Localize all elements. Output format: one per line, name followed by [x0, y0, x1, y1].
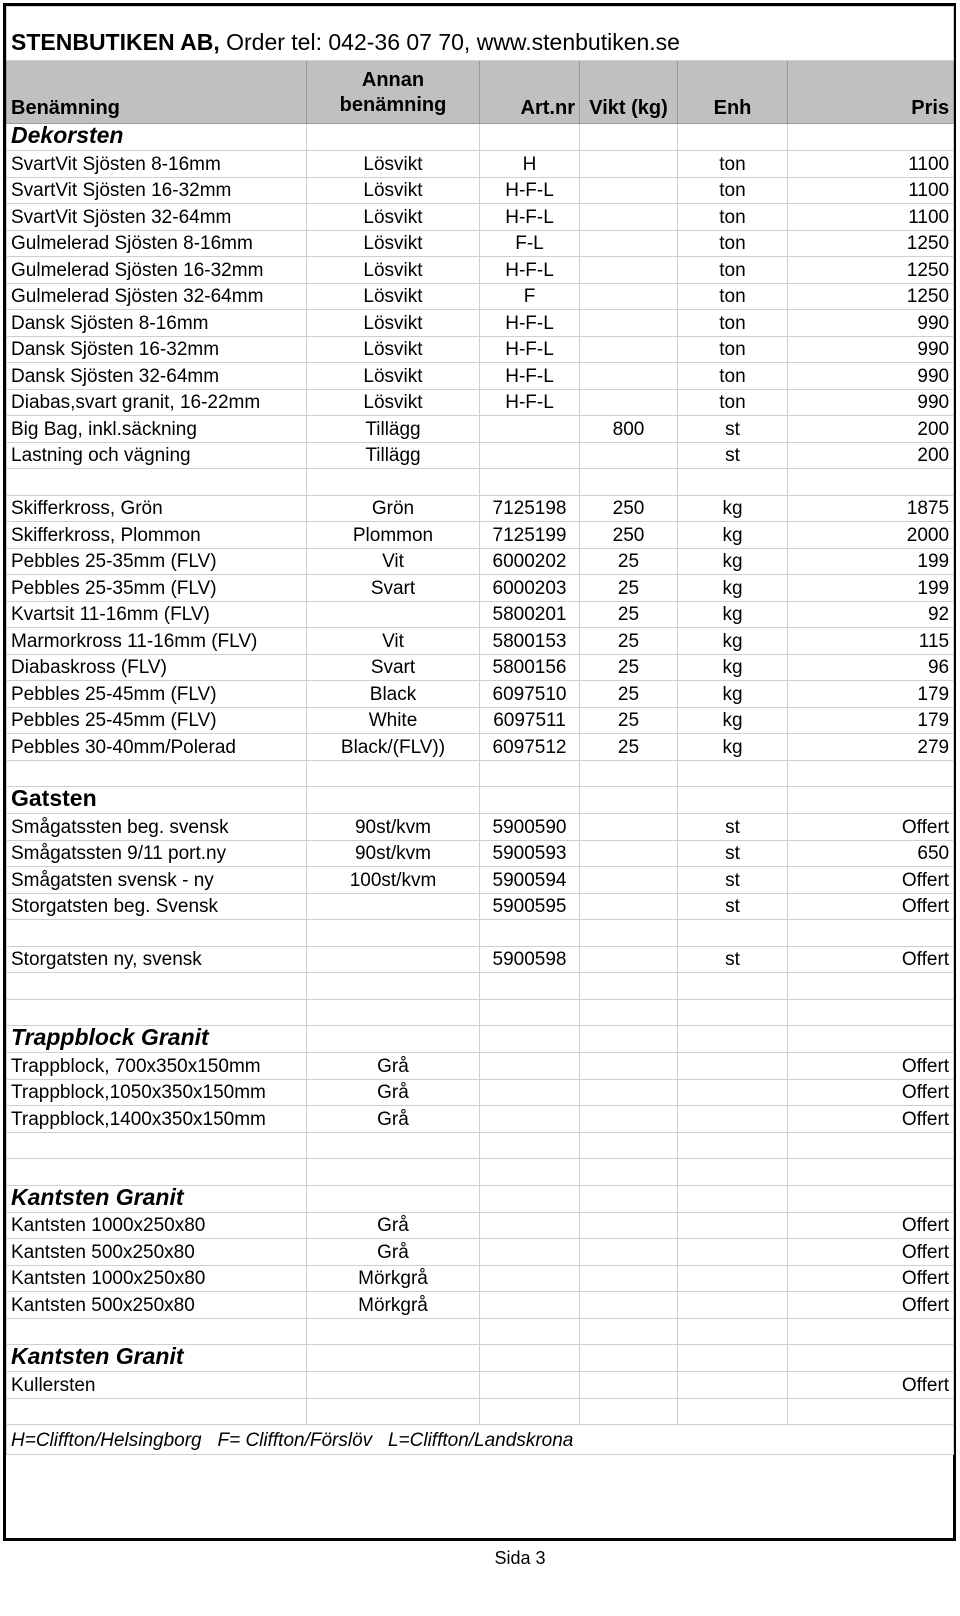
- spacer-row: [7, 1398, 954, 1425]
- product-artnr: [480, 442, 580, 469]
- product-artnr: H-F-L: [480, 336, 580, 363]
- product-enh: ton: [678, 204, 788, 231]
- table-row: [7, 734, 954, 761]
- product-enh: st: [678, 814, 788, 841]
- section-title-gatsten: Gatsten: [7, 787, 307, 814]
- product-name: Lastning och vägning: [7, 442, 307, 469]
- header-annan-benamning: Annan benämning: [307, 61, 480, 124]
- product-alt: Tillägg: [307, 442, 480, 469]
- product-artnr: 6097511: [480, 707, 580, 734]
- product-name: Kantsten 500x250x80: [7, 1239, 307, 1266]
- table-row: [7, 363, 954, 390]
- product-name: Pebbles 25-45mm (FLV): [7, 707, 307, 734]
- spacer-row: [7, 469, 954, 496]
- product-enh: kg: [678, 601, 788, 628]
- product-vikt: [580, 893, 678, 920]
- product-name: Pebbles 30-40mm/Polerad: [7, 734, 307, 761]
- product-artnr: H-F-L: [480, 177, 580, 204]
- product-enh: st: [678, 946, 788, 973]
- product-enh: ton: [678, 310, 788, 337]
- product-enh: ton: [678, 230, 788, 257]
- product-vikt: 25: [580, 681, 678, 708]
- product-enh: ton: [678, 283, 788, 310]
- product-artnr: 5900595: [480, 893, 580, 920]
- product-pris: Offert: [788, 867, 954, 894]
- product-enh: st: [678, 442, 788, 469]
- product-name: Gulmelerad Sjösten 32-64mm: [7, 283, 307, 310]
- product-pris: 199: [788, 548, 954, 575]
- product-pris: Offert: [788, 1212, 954, 1239]
- product-artnr: H-F-L: [480, 204, 580, 231]
- product-artnr: 5900598: [480, 946, 580, 973]
- location-footnote: H=Cliffton/Helsingborg F= Cliffton/Förslöv L=Cliffton/Landskrona: [7, 1425, 954, 1455]
- product-pris: Offert: [788, 1106, 954, 1133]
- product-alt: Mörkgrå: [307, 1292, 480, 1319]
- product-vikt: [580, 840, 678, 867]
- product-name: Pebbles 25-35mm (FLV): [7, 548, 307, 575]
- product-alt: Plommon: [307, 522, 480, 549]
- table-row: [7, 336, 954, 363]
- product-artnr: H-F-L: [480, 310, 580, 337]
- product-name: Kvartsit 11-16mm (FLV): [7, 601, 307, 628]
- product-alt: Grå: [307, 1212, 480, 1239]
- header-vikt: Vikt (kg): [580, 61, 678, 124]
- product-vikt: [580, 336, 678, 363]
- product-vikt: 800: [580, 416, 678, 443]
- product-name: SvartVit Sjösten 16-32mm: [7, 177, 307, 204]
- product-pris: 179: [788, 707, 954, 734]
- product-vikt: [580, 177, 678, 204]
- product-pris: 1875: [788, 495, 954, 522]
- product-enh: st: [678, 893, 788, 920]
- product-alt: Lösvikt: [307, 257, 480, 284]
- product-pris: 115: [788, 628, 954, 655]
- product-name: SvartVit Sjösten 32-64mm: [7, 204, 307, 231]
- product-vikt: 25: [580, 707, 678, 734]
- product-vikt: 25: [580, 654, 678, 681]
- product-alt: Svart: [307, 654, 480, 681]
- table-row: [7, 495, 954, 522]
- product-pris: 990: [788, 389, 954, 416]
- product-vikt: [580, 814, 678, 841]
- table-row: [7, 1106, 954, 1133]
- product-pris: 1250: [788, 230, 954, 257]
- table-row: [7, 893, 954, 920]
- product-name: Smågatssten 9/11 port.ny: [7, 840, 307, 867]
- product-vikt: 25: [580, 601, 678, 628]
- product-alt: Grön: [307, 495, 480, 522]
- product-name: Smågatssten beg. svensk: [7, 814, 307, 841]
- table-row: [7, 1212, 954, 1239]
- spacer-row: [7, 760, 954, 787]
- product-enh: ton: [678, 151, 788, 178]
- product-pris: 1250: [788, 257, 954, 284]
- product-enh: ton: [678, 363, 788, 390]
- product-pris: 990: [788, 336, 954, 363]
- product-enh: kg: [678, 707, 788, 734]
- product-alt: Grå: [307, 1106, 480, 1133]
- product-pris: Offert: [788, 1239, 954, 1266]
- product-alt: Lösvikt: [307, 177, 480, 204]
- product-name: Skifferkross, Plommon: [7, 522, 307, 549]
- product-name: Trappblock, 700x350x150mm: [7, 1053, 307, 1080]
- table-row: [7, 628, 954, 655]
- table-row: [7, 151, 954, 178]
- product-name: Diabaskross (FLV): [7, 654, 307, 681]
- product-artnr: 5900593: [480, 840, 580, 867]
- product-alt: Vit: [307, 628, 480, 655]
- spacer-row: [7, 1318, 954, 1345]
- product-alt: Black: [307, 681, 480, 708]
- product-vikt: [580, 257, 678, 284]
- table-row: [7, 1239, 954, 1266]
- product-name: Kantsten 1000x250x80: [7, 1212, 307, 1239]
- product-name: Storgatsten beg. Svensk: [7, 893, 307, 920]
- table-row: [7, 1265, 954, 1292]
- table-row: [7, 389, 954, 416]
- table-row: [7, 1079, 954, 1106]
- product-artnr: 6097512: [480, 734, 580, 761]
- product-artnr: H-F-L: [480, 363, 580, 390]
- product-enh: st: [678, 416, 788, 443]
- trappblock-section: [7, 1053, 954, 1133]
- product-alt: Lösvikt: [307, 310, 480, 337]
- table-row: [7, 548, 954, 575]
- kullersten-section: [7, 1372, 954, 1399]
- product-artnr: 6000202: [480, 548, 580, 575]
- table-row: [7, 840, 954, 867]
- product-enh: kg: [678, 548, 788, 575]
- product-alt: Vit: [307, 548, 480, 575]
- product-alt: Black/(FLV)): [307, 734, 480, 761]
- table-row: [7, 283, 954, 310]
- product-alt: Lösvikt: [307, 151, 480, 178]
- product-enh: kg: [678, 681, 788, 708]
- product-alt: [307, 893, 480, 920]
- spacer-row: [7, 973, 954, 1000]
- product-artnr: F-L: [480, 230, 580, 257]
- title-row: [7, 7, 954, 61]
- product-alt: Grå: [307, 1079, 480, 1106]
- section-row: [7, 124, 954, 151]
- product-alt: Lösvikt: [307, 363, 480, 390]
- section-row: [7, 1026, 954, 1053]
- table-row: [7, 601, 954, 628]
- product-artnr: 5800156: [480, 654, 580, 681]
- header-pris: Pris: [788, 61, 954, 124]
- product-alt: Lösvikt: [307, 389, 480, 416]
- sheet-title: STENBUTIKEN AB, Order tel: 042-36 07 70, www.stenbutiken.se: [7, 7, 954, 61]
- product-vikt: 25: [580, 734, 678, 761]
- product-name: Storgatsten ny, svensk: [7, 946, 307, 973]
- product-enh: st: [678, 840, 788, 867]
- product-alt: Svart: [307, 575, 480, 602]
- product-pris: Offert: [788, 946, 954, 973]
- product-enh: st: [678, 867, 788, 894]
- table-row: [7, 654, 954, 681]
- product-enh: kg: [678, 575, 788, 602]
- gatsten-section: [7, 814, 954, 920]
- product-alt: Grå: [307, 1053, 480, 1080]
- product-vikt: 250: [580, 495, 678, 522]
- section-row: [7, 1185, 954, 1212]
- table-row: [7, 1053, 954, 1080]
- bagged-products-section: [7, 495, 954, 760]
- header-enh: Enh: [678, 61, 788, 124]
- spacer-row: [7, 999, 954, 1026]
- product-pris: 96: [788, 654, 954, 681]
- product-vikt: [580, 230, 678, 257]
- page-number: Sida 3: [494, 1548, 546, 1568]
- product-enh: kg: [678, 495, 788, 522]
- product-pris: 1100: [788, 204, 954, 231]
- product-alt: Lösvikt: [307, 230, 480, 257]
- product-name: Trappblock,1400x350x150mm: [7, 1106, 307, 1133]
- product-name: Kullersten: [7, 1372, 307, 1399]
- product-name: Trappblock,1050x350x150mm: [7, 1079, 307, 1106]
- section-row: [7, 1345, 954, 1372]
- spacer-row: [7, 920, 954, 947]
- product-name: SvartVit Sjösten 8-16mm: [7, 151, 307, 178]
- product-enh: kg: [678, 522, 788, 549]
- product-vikt: 250: [580, 522, 678, 549]
- product-vikt: [580, 151, 678, 178]
- product-pris: 990: [788, 310, 954, 337]
- product-vikt: [580, 389, 678, 416]
- product-name: Marmorkross 11-16mm (FLV): [7, 628, 307, 655]
- table-row: [7, 946, 954, 973]
- product-alt: 90st/kvm: [307, 814, 480, 841]
- table-row: [7, 257, 954, 284]
- product-vikt: [580, 283, 678, 310]
- product-pris: 179: [788, 681, 954, 708]
- product-artnr: 5800201: [480, 601, 580, 628]
- product-vikt: 25: [580, 575, 678, 602]
- dekorsten-section: [7, 151, 954, 469]
- section-row: [7, 787, 954, 814]
- product-alt: Tillägg: [307, 416, 480, 443]
- table-row: [7, 230, 954, 257]
- product-pris: Offert: [788, 1053, 954, 1080]
- table-row: [7, 442, 954, 469]
- product-name: Gulmelerad Sjösten 16-32mm: [7, 257, 307, 284]
- product-vikt: [580, 867, 678, 894]
- table-row: [7, 416, 954, 443]
- product-enh: ton: [678, 177, 788, 204]
- product-alt: Lösvikt: [307, 336, 480, 363]
- table-row: [7, 707, 954, 734]
- product-enh: kg: [678, 734, 788, 761]
- table-row: [7, 1372, 954, 1399]
- product-artnr: H-F-L: [480, 389, 580, 416]
- product-vikt: 25: [580, 628, 678, 655]
- product-name: Skifferkross, Grön: [7, 495, 307, 522]
- product-name: Dansk Sjösten 8-16mm: [7, 310, 307, 337]
- table-row: [7, 204, 954, 231]
- product-artnr: 6097510: [480, 681, 580, 708]
- product-artnr: 6000203: [480, 575, 580, 602]
- table-row: [7, 522, 954, 549]
- product-pris: Offert: [788, 1372, 954, 1399]
- product-artnr: 7125199: [480, 522, 580, 549]
- product-enh: kg: [678, 628, 788, 655]
- product-name: Kantsten 500x250x80: [7, 1292, 307, 1319]
- product-artnr: 5800153: [480, 628, 580, 655]
- product-name: Gulmelerad Sjösten 8-16mm: [7, 230, 307, 257]
- spacer-row: [7, 1159, 954, 1186]
- product-pris: 200: [788, 442, 954, 469]
- product-pris: 279: [788, 734, 954, 761]
- product-vikt: [580, 363, 678, 390]
- product-enh: ton: [678, 336, 788, 363]
- product-artnr: H-F-L: [480, 257, 580, 284]
- product-pris: 1100: [788, 177, 954, 204]
- table-row: [7, 681, 954, 708]
- product-alt: [307, 946, 480, 973]
- section-title-kantsten: Kantsten Granit: [7, 1185, 307, 1212]
- product-alt: 100st/kvm: [307, 867, 480, 894]
- product-pris: 1100: [788, 151, 954, 178]
- product-pris: 92: [788, 601, 954, 628]
- product-name: Dansk Sjösten 32-64mm: [7, 363, 307, 390]
- product-name: Pebbles 25-35mm (FLV): [7, 575, 307, 602]
- header-artnr: Art.nr: [480, 61, 580, 124]
- product-alt: Mörkgrå: [307, 1265, 480, 1292]
- product-name: Big Bag, inkl.säckning: [7, 416, 307, 443]
- product-vikt: [580, 946, 678, 973]
- product-name: Kantsten 1000x250x80: [7, 1265, 307, 1292]
- product-alt: Lösvikt: [307, 204, 480, 231]
- price-table: [6, 6, 954, 1455]
- table-row: [7, 310, 954, 337]
- product-artnr: F: [480, 283, 580, 310]
- product-vikt: [580, 310, 678, 337]
- product-enh: ton: [678, 389, 788, 416]
- product-alt: 90st/kvm: [307, 840, 480, 867]
- product-alt: Lösvikt: [307, 283, 480, 310]
- product-alt: Grå: [307, 1239, 480, 1266]
- spacer-row: [7, 1132, 954, 1159]
- product-pris: Offert: [788, 893, 954, 920]
- table-row: [7, 1292, 954, 1319]
- product-artnr: 7125198: [480, 495, 580, 522]
- table-row: [7, 177, 954, 204]
- product-vikt: [580, 442, 678, 469]
- product-artnr: 5900594: [480, 867, 580, 894]
- section-title-kantsten-2: Kantsten Granit: [7, 1345, 307, 1372]
- product-pris: 1250: [788, 283, 954, 310]
- product-pris: 199: [788, 575, 954, 602]
- product-pris: Offert: [788, 1292, 954, 1319]
- product-pris: 200: [788, 416, 954, 443]
- kantsten-section: [7, 1212, 954, 1318]
- product-alt: [307, 601, 480, 628]
- product-vikt: 25: [580, 548, 678, 575]
- table-row: [7, 867, 954, 894]
- product-pris: 650: [788, 840, 954, 867]
- product-name: Pebbles 25-45mm (FLV): [7, 681, 307, 708]
- product-enh: ton: [678, 257, 788, 284]
- header-benamning: Benämning: [7, 61, 307, 124]
- product-artnr: 5900590: [480, 814, 580, 841]
- product-name: Smågatsten svensk - ny: [7, 867, 307, 894]
- product-alt: White: [307, 707, 480, 734]
- product-pris: 990: [788, 363, 954, 390]
- product-pris: Offert: [788, 1265, 954, 1292]
- product-pris: 2000: [788, 522, 954, 549]
- product-vikt: [580, 204, 678, 231]
- price-sheet: [3, 3, 956, 1541]
- section-title-trappblock: Trappblock Granit: [7, 1026, 307, 1053]
- table-row: [7, 814, 954, 841]
- product-artnr: [480, 416, 580, 443]
- column-header-row: [7, 61, 954, 124]
- footnote-row: [7, 1425, 954, 1455]
- product-alt: [307, 1372, 480, 1399]
- product-pris: Offert: [788, 1079, 954, 1106]
- product-pris: Offert: [788, 814, 954, 841]
- table-row: [7, 575, 954, 602]
- product-name: Dansk Sjösten 16-32mm: [7, 336, 307, 363]
- product-name: Diabas,svart granit, 16-22mm: [7, 389, 307, 416]
- product-artnr: H: [480, 151, 580, 178]
- section-title-dekorsten: Dekorsten: [7, 124, 307, 151]
- product-enh: kg: [678, 654, 788, 681]
